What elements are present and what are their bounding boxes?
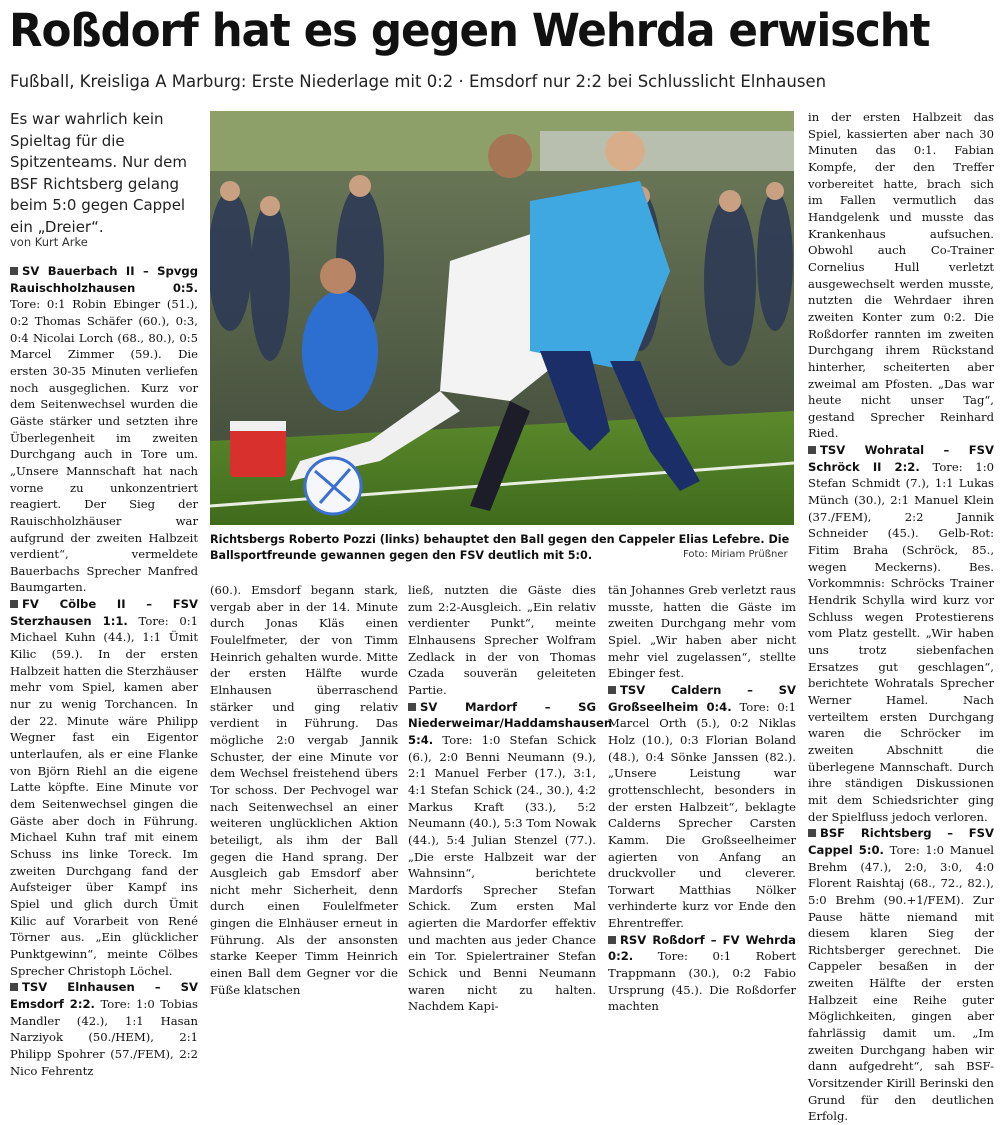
section-square-icon (10, 600, 18, 608)
section-square-icon (10, 983, 18, 991)
section-square-icon (608, 686, 616, 694)
match-heading: FV Cölbe II – FSV Sterzhausen 1:1. (10, 597, 198, 628)
section-square-icon (408, 703, 416, 711)
match-report-text: Tore: 1:0 Tobias Mandler (42.), 1:1 Hasan Narziyok (50./HEM), 2:1 Philipp Spohrer (57./FEM), 2:2 Nico Fehrentz (10, 996, 199, 1078)
section-square-icon (808, 829, 816, 837)
match-report-text: Tore: 0:1 Robert Trappmann (30.), 0:2 Fabio Ursprung (45.). Die Roßdorfer machten (608, 949, 796, 1014)
section-square-icon (10, 267, 18, 275)
article-paragraph (808, 109, 994, 442)
byline: von Kurt Arke (10, 235, 88, 249)
match-report-text: in der ersten Halbzeit das Spiel, kassierten aber nach 30 Minuten das 0:1. Fabian Kompfe, der den Treffer vorbereitet hatte, brach sich im Fallen vermutlich das Handgelenk und musste das Krankenhaus aufsuchen. Obwohl auch Co-Trainer Cornelius Hull verletzt ausgewechselt werden musste, nutzten die Wehrdaer ihren zweiten Konter zum 0:2. Die Roßdorfer rannten im zweiten Durchgang ihrem Rückstand hinterher, scheiterten aber zweimal am Pfosten. „Das war heute nicht unser Tag“, gestand Sprecher Reinhard Ried. (808, 110, 994, 441)
article-paragraph (408, 699, 613, 1015)
text-column-5 (808, 109, 994, 1125)
photo-caption: Richtsbergs Roberto Pozzi (links) behauptet den Ball gegen den Cappeler Elias Lefebre. Die Ballsportfreunde gewannen gegen den FSV deutlich mit 5:0. (210, 533, 790, 562)
match-heading: BSF Richtsberg – FSV Cappel 5:0. (808, 826, 994, 857)
match-report-text: Tore: 0:1 Robin Ebinger (51.), 0:2 Thomas Schäfer (60.), 0:3, 0:4 Nicolai Lorch (68., 80.), 0:5 Marcel Zimmer (59.). Die ersten 30-35 Minuten verliefen noch ausgeglichen. Kurz vor dem Seitenwechsel wurden die Gäste stärker und setzten ihre Überlegenheit im zweiten Durchgang auch in Tore um. „Unsere Mannschaft hat nach vorne zu unkonzentriert reagiert. Der Sieg der Rauischholzhäuser war aufgrund der zweiten Halbzeit verdient“, vermeldete Bauerbachs Sprecher Manfred Baumgarten. (10, 297, 198, 595)
match-heading: SV Mardorf – SG Niederweimar/Haddamshausen 5:4. (408, 699, 613, 747)
section-square-icon (808, 446, 816, 454)
article-paragraph (608, 682, 796, 932)
article-paragraph (808, 825, 994, 1125)
match-heading: TSV Caldern – SV Großseelheim 0:4. (608, 682, 796, 714)
article-paragraph (10, 596, 198, 979)
text-column-4 (608, 582, 796, 1015)
article-paragraph (808, 442, 994, 825)
match-report-text: Tore: 0:1 Michael Kuhn (44.), 1:1 Ümit Kilic (59.). In der ersten Halbzeit hatten die Sterzhäuser mehr vom Spiel, kamen aber nur zu wenig Torchancen. In der 22. Minute wäre Philipp Wegner fast ein Eigentor unterlaufen, als er eine Flanke von Björn Riehl an die eigene Latte köpfte. Eine Minute vor dem Seitenwechsel gingen die Gäste aber doch in Führung. Michael Kuhn traf mit einem Schuss ins linke Toreck. Im zweiten Durchgang fand der Aufsteiger über Kampf ins Spiel und glich durch Ümit Kilic auf Vorarbeit von René Törner aus. „Ein glücklicher Punktgewinn“, meinte Cölbes Sprecher Christoph Löchel. (10, 613, 199, 978)
article-paragraph (408, 582, 596, 699)
match-photo (210, 111, 794, 525)
match-heading: TSV Elnhausen – SV Emsdorf 2:2. (10, 980, 198, 1011)
match-report-text: ließ, nutzten die Gäste dies zum 2:2-Ausgleich. „Ein relativ verdienter Punkt“, meinte Elnhausens Sprecher Wolfram Zedlack in der von Thomas Czada souverän geleiteten Partie. (408, 583, 596, 697)
match-report-text: (60.). Emsdorf begann stark, vergab aber in der 14. Minute durch Jonas Kläs einen Foulelfmeter, der von Timm Heinrich gehalten wurde. Mitte der ersten Hälfte wurde Elnhausen überraschend stärker und ging relativ verdient in Führung. Das mögliche 2:0 vergab Jannik Schuster, der eine Minute vor dem Wechsel freistehend übers Tor schoss. Der Pechvogel war nach Seitenwechsel an einer weiteren unglücklichen Aktion beteiligt, als ihm der Ball gegen die Hand sprang. Der Ausgleich gab Emsdorf aber nicht mehr Sicherheit, denn durch einen Foulelfmeter gingen die Elnhäuser erneut in Führung. Als der ansonsten starke Keeper Timm Heinrich einen Ball dem Gegner vor die Füße klatschen (210, 583, 398, 997)
match-heading: SV Bauerbach II – Spvgg Rauischholzhausen 0:5. (10, 264, 198, 295)
article-paragraph (10, 263, 198, 596)
match-report-text: Tore: 1:0 Stefan Schmidt (7.), 1:1 Lukas Münch (30.), 2:1 Manuel Klein (37./FEM), 2:2 Jannik Schneider (45.). Gelb-Rot: Fitim Braha (Schröck, 85., wegen Meckerns). Bes. Vorkommnis: Schröcks Trainer Hendrik Schylla wird kurz vor Schluss wegen Protestierens vom Platz gestellt. „Wir haben uns trotz siebenfachen Ersatzes gut geschlagen“, berichtete Wohratals Sprecher Werner Hamel. Nach verteiltem ersten Durchgang waren die Schröcker im zweiten Abschnitt die überlegene Mannschaft. Durch ihre ständigen Diskussionen mit dem Schiedsrichter ging der Spielfluss jedoch verloren. (808, 459, 995, 824)
article-paragraph (608, 582, 796, 682)
match-heading: TSV Wohratal – FSV Schröck II 2:2. (808, 443, 994, 474)
text-column-1 (10, 263, 198, 1079)
section-square-icon (608, 936, 616, 944)
match-report-text: Tore: 1:0 Stefan Schick (6.), 2:0 Benni Neumann (9.), 2:1 Manuel Ferber (17.), 3:1, 4:1 Stefan Schick (24., 30.), 4:2 Markus Kraft (33.), 5:2 Neumann (40.), 5:3 Tom Nowak (44.), 5:4 Julian Stenzel (77.). „Die erste Halbzeit war der Wahnsinn“, berichtete Mardorfs Sprecher Stefan Schick. Zum ersten Mal agierten die Mardorfer effektiv und machten aus jeder Chance ein Tor. Spielertrainer Stefan Schick und Benni Neumann waren nicht zu halten. Nachdem Kapi- (408, 732, 597, 1014)
article-paragraph (608, 932, 796, 1015)
headline: Roßdorf hat es gegen Wehrda erwischt (9, 4, 930, 57)
match-report-text: Tore: 0:1 Marcel Orth (5.), 0:2 Niklas Holz (10.), 0:3 Florian Boland (48.), 0:4 Sönke Janssen (82.). „Unsere Leistung war grottenschlecht, besonders in der ersten Halbzeit“, beklagte Calderns Sprecher Carsten Kamm. Die Großseelheimer agierten von Anfang an druckvoller und cleverer. Torwart Matthias Nölker verhinderte kurz vor Ende den Ehrentreffer. (608, 699, 797, 931)
match-report-text: tän Johannes Greb verletzt raus musste, hatten die Gäste im zweiten Durchgang mehr vom Spiel. „Wir haben aber nicht mehr viel zugelassen“, stellte Ebinger fest. (608, 583, 796, 681)
text-column-3 (408, 582, 613, 1015)
lead-paragraph: Es war wahrlich kein Spieltag für die Spitzenteams. Nur dem BSF Richtsberg gelang beim 5:0 gegen Cappel ein „Dreier“. (10, 110, 187, 236)
photo-credit: Foto: Miriam Prüßner (683, 549, 788, 560)
match-heading: RSV Roßdorf – FV Wehrda 0:2. (608, 932, 796, 964)
subheadline: Fußball, Kreisliga A Marburg: Erste Niederlage mit 0:2 · Emsdorf nur 2:2 bei Schlusslicht Elnhausen (10, 72, 827, 91)
article-paragraph (10, 979, 198, 1079)
match-report-text: Tore: 1:0 Manuel Brehm (47.), 2:0, 3:0, 4:0 Florent Raishtaj (68., 72., 82.), 5:0 Brehm (90.+1/FEM). Zur Pause hätte niemand mit diesem klaren Sieg der Richtsberger gerechnet. Die Cappeler besaßen in der zweiten Hälfte der ersten Halbzeit eine Reihe guter Möglichkeiten, gingen aber fahrlässig damit um. „Im zweiten Durchgang haben wir dann aufgedreht“, sah BSF-Vorsitzender Kirill Berinski den Grund für den deutlichen Erfolg. (808, 842, 995, 1124)
